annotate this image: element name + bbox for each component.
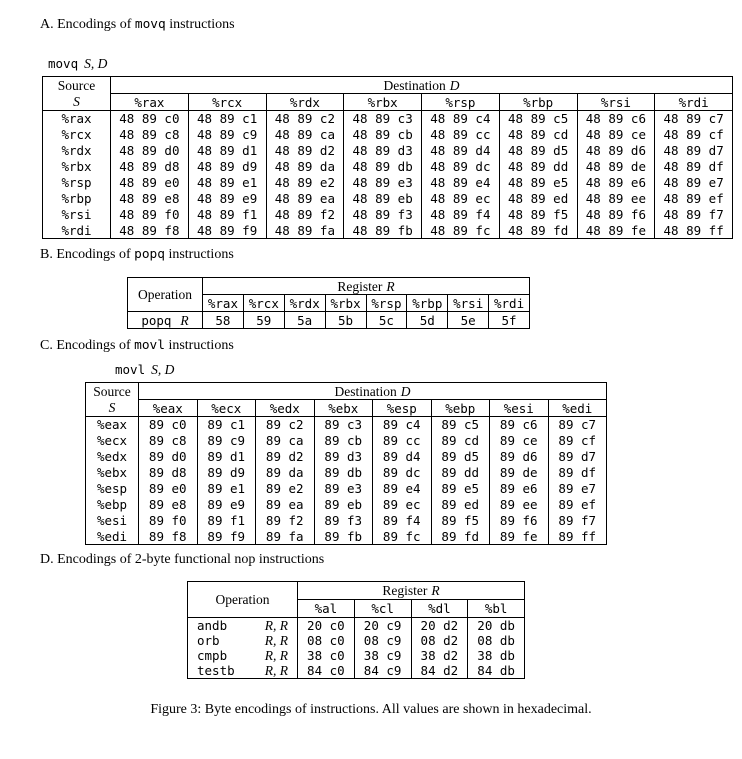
encoding-cell: 89 f2 [256,513,315,529]
encoding-cell: 48 89 f3 [344,207,422,223]
row-label [188,648,298,663]
encoding-cell: 48 89 de [577,159,655,175]
span-var: D [449,77,460,93]
encoding-cell: 89 fb [314,529,373,545]
row-label [188,633,298,648]
encoding-cell: 89 fa [256,529,315,545]
encoding-cell: 48 89 c7 [655,111,733,127]
encoding-cell: 48 89 c8 [111,127,189,143]
span-var: D [400,383,411,399]
table-body [43,111,733,239]
syntax-line-movl [115,362,174,377]
table-row [43,207,733,223]
encoding-cell: 89 c2 [256,417,315,433]
table-nop-encodings [187,581,525,679]
operation-mnemonic: cmpb [197,648,228,663]
encoding-cell: 48 89 fe [577,223,655,239]
encoding-cell: 89 ea [256,497,315,513]
span-header-destination [139,383,607,400]
row-label: %rsp [43,175,111,191]
table-row [86,449,607,465]
encoding-cell: 89 f0 [139,513,198,529]
encoding-cell: 89 e4 [373,481,432,497]
encoding-cell: 48 89 dd [499,159,577,175]
encoding-cell: 48 89 e4 [422,175,500,191]
column-header-row [43,94,733,111]
encoding-cell: 48 89 c9 [188,127,266,143]
encoding-cell: 48 89 da [266,159,344,175]
encoding-cell: 89 df [548,465,607,481]
encoding-cell: 48 89 e3 [344,175,422,191]
encoding-cell: 48 89 c6 [577,111,655,127]
encoding-cell: 48 89 c4 [422,111,500,127]
encoding-cell: 89 ee [490,497,549,513]
corner-header-source [43,77,111,111]
encoding-cell: 89 d1 [197,449,256,465]
row-label: %ecx [86,433,139,449]
row-label: %edi [86,529,139,545]
syntax-mnemonic: movl [115,362,146,377]
row-label: %rcx [43,127,111,143]
encoding-cell: 48 89 d7 [655,143,733,159]
syntax-operands: S, D [151,362,175,377]
encoding-cell: 48 89 ce [577,127,655,143]
encoding-cell: 48 89 e5 [499,175,577,191]
operation-mnemonic: orb [197,633,220,648]
row-label [188,663,298,679]
operation-operands: R, R [264,633,288,648]
table-body [86,417,607,545]
operation-operands: R [180,312,189,328]
operation-mnemonic: andb [197,618,228,633]
encoding-cell: 59 [243,312,284,329]
encoding-cell: 89 e6 [490,481,549,497]
column-header-rcx: %rcx [188,94,266,111]
section-a-code: movq [134,17,166,32]
row-label: %rbp [43,191,111,207]
encoding-cell: 48 89 e1 [188,175,266,191]
column-header-ebx: %ebx [314,400,373,417]
encoding-cell: 08 db [468,633,525,648]
column-header-dl: %dl [411,600,468,618]
span-title: Register [337,278,383,294]
section-c-suffix: instructions [164,338,234,353]
table-row [128,312,530,329]
table-row [43,143,733,159]
encoding-cell: 48 89 eb [344,191,422,207]
encoding-cell: 48 89 f9 [188,223,266,239]
section-a-suffix: instructions [165,17,235,32]
column-header-esi: %esi [490,400,549,417]
table-row [188,618,525,634]
column-header-al: %al [298,600,355,618]
column-header-rsi: %rsi [577,94,655,111]
encoding-cell: 89 d2 [256,449,315,465]
encoding-cell: 89 ed [431,497,490,513]
encoding-cell: 5f [489,312,530,329]
encoding-cell: 89 f5 [431,513,490,529]
encoding-cell: 48 89 f6 [577,207,655,223]
encoding-cell: 5c [366,312,407,329]
section-b-heading [40,246,234,264]
span-header-register [203,278,530,295]
column-header-edi: %edi [548,400,607,417]
encoding-cell: 89 c9 [197,433,256,449]
syntax-line-movq [48,56,107,71]
encoding-cell: 48 89 fb [344,223,422,239]
encoding-cell: 48 89 df [655,159,733,175]
column-header-rbx: %rbx [325,295,366,312]
row-label: %edx [86,449,139,465]
encoding-cell: 48 89 d0 [111,143,189,159]
encoding-cell: 48 89 ef [655,191,733,207]
encoding-cell: 48 89 c0 [111,111,189,127]
table-row [86,497,607,513]
encoding-cell: 20 c9 [354,618,411,634]
encoding-cell: 48 89 f2 [266,207,344,223]
row-label: %rax [43,111,111,127]
encoding-cell: 5a [284,312,325,329]
encoding-cell: 38 d2 [411,648,468,663]
corner-title: Source [57,77,96,93]
operation-operands: R, R [264,618,288,633]
column-header-rsp: %rsp [366,295,407,312]
column-header-rcx: %rcx [243,295,284,312]
encoding-cell: 48 89 fd [499,223,577,239]
encoding-cell: 08 d2 [411,633,468,648]
section-a-heading [40,16,235,34]
encoding-cell: 48 89 ec [422,191,500,207]
encoding-cell: 48 89 db [344,159,422,175]
encoding-cell: 89 f7 [548,513,607,529]
encoding-cell: 89 e1 [197,481,256,497]
encoding-cell: 5d [407,312,448,329]
operation-mnemonic: popq [141,312,172,328]
encoding-cell: 20 db [468,618,525,634]
table-body [188,618,525,679]
column-header-rax: %rax [111,94,189,111]
table-row [43,127,733,143]
encoding-cell: 89 cc [373,433,432,449]
column-header-esp: %esp [373,400,432,417]
column-header-rbp: %rbp [499,94,577,111]
encoding-cell: 89 fd [431,529,490,545]
encoding-cell: 89 cf [548,433,607,449]
table-row [86,529,607,545]
encoding-cell: 48 89 c5 [499,111,577,127]
encoding-cell: 89 d7 [548,449,607,465]
column-header-cl: %cl [354,600,411,618]
table-row [86,465,607,481]
table-body [128,312,530,329]
encoding-cell: 89 cb [314,433,373,449]
encoding-cell: 89 ca [256,433,315,449]
encoding-cell: 89 e0 [139,481,198,497]
syntax-operands: S, D [84,56,108,71]
encoding-cell: 48 89 fc [422,223,500,239]
column-header-rbp: %rbp [407,295,448,312]
row-label: %ebp [86,497,139,513]
encoding-cell: 58 [203,312,244,329]
encoding-cell: 48 89 e2 [266,175,344,191]
encoding-cell: 89 eb [314,497,373,513]
encoding-cell: 89 ec [373,497,432,513]
encoding-cell: 89 e7 [548,481,607,497]
table-row [188,633,525,648]
encoding-cell: 89 f9 [197,529,256,545]
column-header-ecx: %ecx [197,400,256,417]
column-header-bl: %bl [468,600,525,618]
column-header-rdi: %rdi [655,94,733,111]
encoding-cell: 89 db [314,465,373,481]
section-b-prefix: B. Encodings of [40,247,135,262]
column-header-rsp: %rsp [422,94,500,111]
operation-operands: R, R [264,663,288,678]
encoding-cell: 89 dd [431,465,490,481]
operation-operands: R, R [264,648,288,663]
encoding-cell: 48 89 d2 [266,143,344,159]
encoding-cell: 08 c0 [298,633,355,648]
table-row [86,417,607,433]
encoding-cell: 48 89 d8 [111,159,189,175]
row-label: %esi [86,513,139,529]
encoding-cell: 89 f8 [139,529,198,545]
encoding-cell: 48 89 ed [499,191,577,207]
encoding-cell: 48 89 d6 [577,143,655,159]
encoding-cell: 89 d4 [373,449,432,465]
row-label: %rsi [43,207,111,223]
row-label [128,312,203,329]
column-header-ebp: %ebp [431,400,490,417]
encoding-cell: 48 89 cd [499,127,577,143]
span-title: Destination [334,383,397,399]
encoding-cell: 48 89 c3 [344,111,422,127]
encoding-cell: 89 f4 [373,513,432,529]
column-header-eax: %eax [139,400,198,417]
row-label: %ebx [86,465,139,481]
corner-header-source [86,383,139,417]
table-row [43,159,733,175]
encoding-cell: 89 ff [548,529,607,545]
encoding-cell: 84 c9 [354,663,411,679]
row-label: %rdx [43,143,111,159]
encoding-cell: 89 c3 [314,417,373,433]
encoding-cell: 48 89 d4 [422,143,500,159]
encoding-cell: 89 dc [373,465,432,481]
encoding-cell: 89 c1 [197,417,256,433]
encoding-cell: 89 d9 [197,465,256,481]
encoding-cell: 48 89 dc [422,159,500,175]
corner-header-operation [188,582,298,618]
encoding-cell: 48 89 e6 [577,175,655,191]
column-header-edx: %edx [256,400,315,417]
corner-header-operation [128,278,203,312]
encoding-cell: 48 89 cb [344,127,422,143]
encoding-cell: 48 89 e9 [188,191,266,207]
table-row [86,481,607,497]
column-header-rdx: %rdx [284,295,325,312]
encoding-cell: 48 89 fa [266,223,344,239]
encoding-cell: 89 cd [431,433,490,449]
encoding-cell: 48 89 d1 [188,143,266,159]
encoding-cell: 89 e3 [314,481,373,497]
encoding-cell: 48 89 e0 [111,175,189,191]
syntax-mnemonic: movq [48,56,79,71]
encoding-cell: 48 89 f1 [188,207,266,223]
operation-mnemonic: testb [197,663,235,678]
encoding-cell: 5e [448,312,489,329]
span-title: Register [382,583,428,598]
encoding-cell: 89 c4 [373,417,432,433]
section-c-heading [40,337,234,355]
column-header-rbx: %rbx [344,94,422,111]
section-a-prefix: A. Encodings of [40,17,135,32]
column-header-rsi: %rsi [448,295,489,312]
encoding-cell: 89 c6 [490,417,549,433]
table-row [43,175,733,191]
encoding-cell: 89 da [256,465,315,481]
encoding-cell: 48 89 ea [266,191,344,207]
row-label: %rbx [43,159,111,175]
column-header-rax: %rax [203,295,244,312]
span-header-destination [111,77,733,94]
span-title: Destination [383,77,446,93]
encoding-cell: 84 c0 [298,663,355,679]
encoding-cell: 89 c7 [548,417,607,433]
table-movl-encodings [85,382,607,545]
table-movq-encodings [42,76,733,239]
encoding-cell: 89 de [490,465,549,481]
encoding-cell: 89 e8 [139,497,198,513]
span-var: R [431,583,440,598]
encoding-cell: 20 d2 [411,618,468,634]
encoding-cell: 48 89 ff [655,223,733,239]
corner-var: S [108,399,116,415]
encoding-cell: 89 fe [490,529,549,545]
encoding-cell: 48 89 d5 [499,143,577,159]
table-row [86,433,607,449]
encoding-cell: 89 f1 [197,513,256,529]
table-row [188,648,525,663]
encoding-cell: 84 d2 [411,663,468,679]
encoding-cell: 89 c0 [139,417,198,433]
table-popq-encodings [127,277,530,329]
corner-title: Source [93,383,131,399]
encoding-cell: 89 d5 [431,449,490,465]
column-header-row [86,400,607,417]
section-d-heading [40,551,324,569]
span-var: R [386,278,395,294]
table-row [43,223,733,239]
encoding-cell: 48 89 e8 [111,191,189,207]
encoding-cell: 89 e5 [431,481,490,497]
encoding-cell: 38 c0 [298,648,355,663]
encoding-cell: 48 89 e7 [655,175,733,191]
encoding-cell: 89 e2 [256,481,315,497]
figure-caption: Figure 3: Byte encodings of instructions. All values are shown in hexadecimal. [150,702,592,717]
corner-var: S [73,93,80,109]
corner-title: Operation [138,286,192,302]
section-b-suffix: instructions [164,247,234,262]
encoding-cell: 89 d0 [139,449,198,465]
encoding-cell: 89 c5 [431,417,490,433]
row-label: %eax [86,417,139,433]
encoding-cell: 89 ce [490,433,549,449]
encoding-cell: 48 89 f7 [655,207,733,223]
encoding-cell: 5b [325,312,366,329]
encoding-cell: 89 f3 [314,513,373,529]
corner-title: Operation [215,591,270,607]
encoding-cell: 89 fc [373,529,432,545]
encoding-cell: 48 89 d9 [188,159,266,175]
section-b-code: popq [134,247,165,262]
row-label: %rdi [43,223,111,239]
section-c-prefix: C. Encodings of [40,338,135,353]
encoding-cell: 84 db [468,663,525,679]
encoding-cell: 48 89 f0 [111,207,189,223]
encoding-cell: 89 d6 [490,449,549,465]
section-d-prefix: D. Encodings of 2-byte functional nop instructions [40,552,325,567]
encoding-cell: 89 d8 [139,465,198,481]
encoding-cell: 38 db [468,648,525,663]
encoding-cell: 48 89 f4 [422,207,500,223]
span-header-register [298,582,525,600]
encoding-cell: 48 89 f5 [499,207,577,223]
encoding-cell: 48 89 cc [422,127,500,143]
encoding-cell: 48 89 f8 [111,223,189,239]
encoding-cell: 48 89 c2 [266,111,344,127]
column-header-rdx: %rdx [266,94,344,111]
encoding-cell: 08 c9 [354,633,411,648]
encoding-cell: 89 c8 [139,433,198,449]
encoding-cell: 89 f6 [490,513,549,529]
encoding-cell: 48 89 d3 [344,143,422,159]
row-label: %esp [86,481,139,497]
encoding-cell: 89 ef [548,497,607,513]
encoding-cell: 38 c9 [354,648,411,663]
section-c-code: movl [134,338,165,353]
row-label [188,618,298,634]
encoding-cell: 89 e9 [197,497,256,513]
table-row [86,513,607,529]
table-row [43,191,733,207]
encoding-cell: 89 d3 [314,449,373,465]
encoding-cell: 48 89 ee [577,191,655,207]
table-row [188,663,525,679]
column-header-rdi: %rdi [489,295,530,312]
table-row [43,111,733,127]
encoding-cell: 48 89 c1 [188,111,266,127]
encoding-cell: 48 89 ca [266,127,344,143]
encoding-cell: 48 89 cf [655,127,733,143]
encoding-cell: 20 c0 [298,618,355,634]
